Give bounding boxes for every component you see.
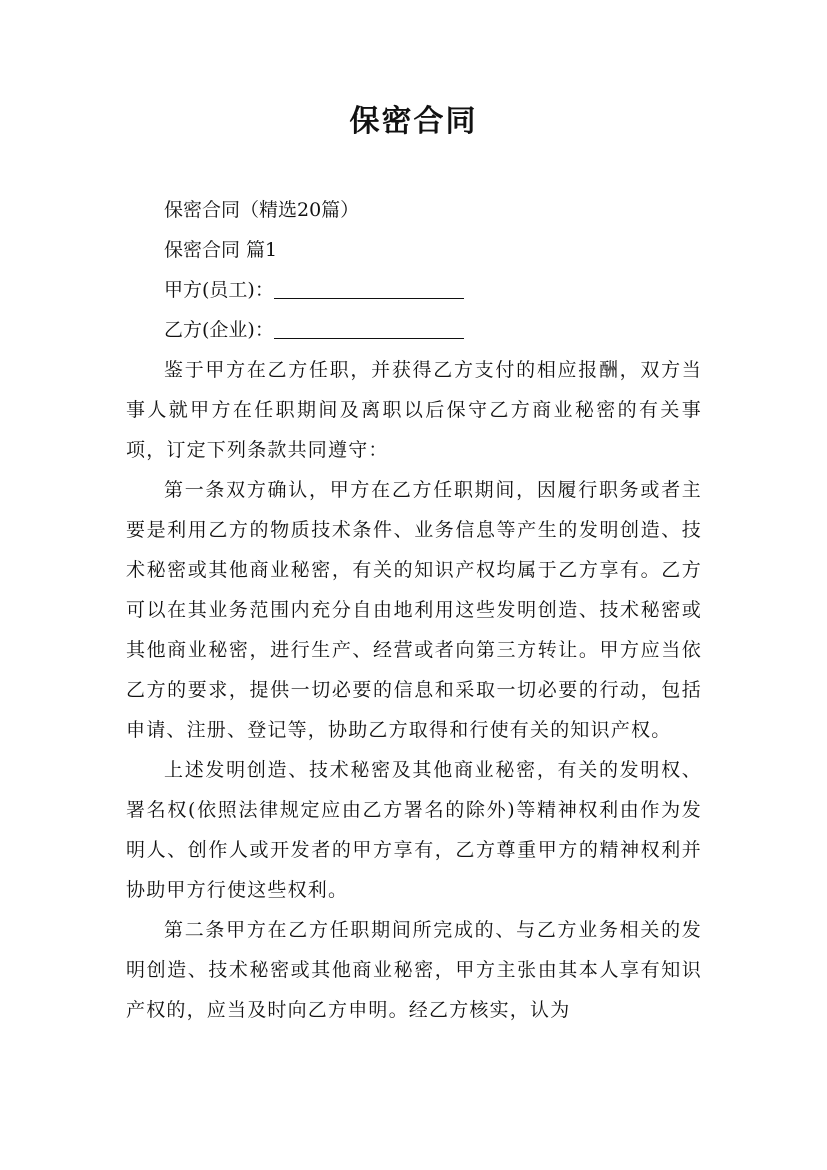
party-a-label: 甲方(员工)： xyxy=(164,279,274,301)
paragraph-article-2: 第二条甲方在乙方任职期间所完成的、与乙方业务相关的发明创造、技术秘密或其他商业秘密，甲方主张由其本人享有知识产权的，应当及时向乙方申明。经乙方核实，认为 xyxy=(126,919,702,1021)
party-b-label: 乙方(企业)： xyxy=(164,319,274,341)
party-b-line xyxy=(126,310,702,350)
party-a-line xyxy=(126,270,702,310)
paragraph-preamble: 鉴于甲方在乙方任职，并获得乙方支付的相应报酬，双方当事人就甲方在任职期间及离职以后保守乙方商业秘密的有关事项，订定下列条款共同遵守： xyxy=(126,359,702,461)
paragraph-moral-rights: 上述发明创造、技术秘密及其他商业秘密，有关的发明权、署名权(依照法律规定应由乙方署名的除外)等精神权利由作为发明人、创作人或开发者的甲方享有，乙方尊重甲方的精神权利并协助甲方行使这些权利。 xyxy=(126,759,702,901)
section-heading: 保密合同 篇1 xyxy=(164,239,278,261)
document-subtitle: 保密合同（精选20篇） xyxy=(164,199,360,221)
party-b-blank xyxy=(274,318,464,339)
party-a-blank xyxy=(274,278,464,299)
document-title: 保密合同 xyxy=(349,104,478,139)
paragraph-article-1: 第一条双方确认，甲方在乙方任职期间，因履行职务或者主要是利用乙方的物质技术条件、业务信息等产生的发明创造、技术秘密或其他商业秘密，有关的知识产权均属于乙方享有。乙方可以在其业务范围内充分自由地利用这些发明创造、技术秘密或其他商业秘密，进行生产、经营或者向第三方转让。甲方应当依乙方的要求，提供一切必要的信息和采取一切必要的行动，包括申请、注册、登记等，协助乙方取得和行使有关的知识产权。 xyxy=(126,479,702,741)
document-body xyxy=(126,190,702,1030)
